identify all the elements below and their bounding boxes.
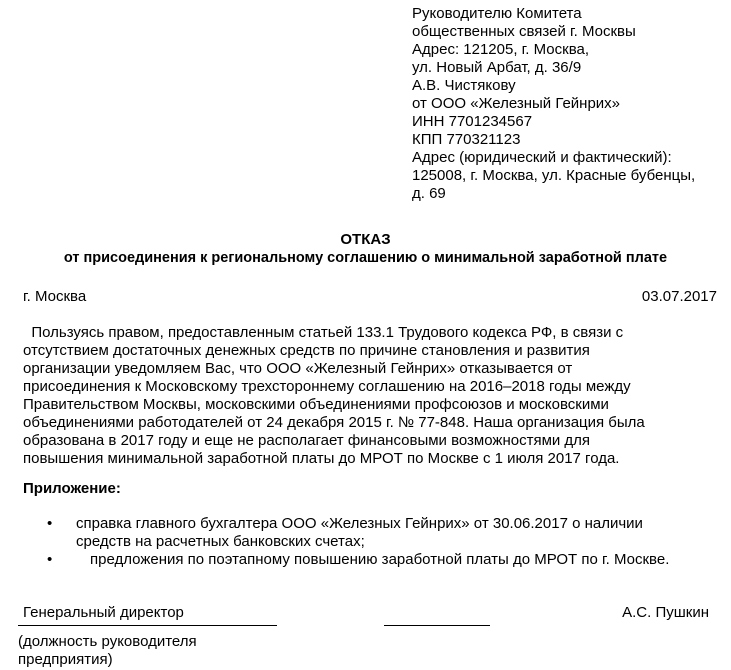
addressee-line: д. 69 — [412, 185, 446, 202]
addressee-line: 125008, г. Москва, ул. Красные бубенцы, — [412, 167, 696, 184]
addressee-line: А.В. Чистякову — [412, 77, 516, 94]
body-line: объединениями работодателей от 24 декабря 2015 г. № 77-848. Наша организация была — [23, 414, 645, 431]
body-line: организации уведомляем Вас, что ООО «Железный Гейнрих» отказывается от — [23, 360, 573, 377]
list-item-line: справка главного бухгалтера ООО «Железных Гейнрих» от 30.06.2017 о наличии — [76, 515, 643, 532]
document-title: ОТКАЗ — [340, 231, 391, 248]
addressee-line: ул. Новый Арбат, д. 36/9 — [412, 59, 582, 76]
list-item — [0, 515, 731, 551]
position-note-line: предприятия) — [18, 651, 113, 668]
addressee-line: ИНН 7701234567 — [412, 113, 533, 130]
signature-underline — [384, 625, 490, 626]
body-paragraph — [23, 324, 713, 468]
addressee-line: общественных связей г. Москвы — [412, 23, 636, 40]
list-item-line: средств на расчетных банковских счетах; — [76, 533, 365, 550]
addressee-line: Адрес: 121205, г. Москва, — [412, 41, 590, 58]
position-note — [18, 633, 197, 669]
body-line: образована в 2017 году и еще не располагает финансовыми возможностями для — [23, 432, 591, 449]
document-date: 03.07.2017 — [641, 288, 717, 305]
appendix-list — [0, 515, 731, 569]
appendix-title: Приложение: — [23, 480, 121, 497]
list-item — [0, 551, 731, 569]
bullet-icon: • — [47, 515, 53, 532]
signer-position: Генеральный директор — [23, 604, 184, 621]
position-underline — [18, 625, 277, 626]
document-subtitle: от присоединения к региональному соглашению о минимальной заработной плате — [63, 250, 668, 266]
addressee-line: Адрес (юридический и фактический): — [412, 149, 672, 166]
addressee-line: от ООО «Железный Гейнрих» — [412, 95, 621, 112]
signer-name: А.С. Пушкин — [622, 604, 709, 621]
body-line: присоединения к Московскому трехстороннему соглашению на 2016–2018 годы между — [23, 378, 631, 395]
body-line: Правительством Москвы, московскими объединениями профсоюзов и московскими — [23, 396, 609, 413]
position-note-line: (должность руководителя — [18, 633, 197, 650]
city: г. Москва — [23, 288, 87, 305]
body-line: Пользуясь правом, предоставленным статьей 133.1 Трудового кодекса РФ, в связи с — [23, 324, 624, 341]
body-line: отсутствием достаточных денежных средств по причине становления и развития — [23, 342, 590, 359]
list-item-line: предложения по поэтапному повышению заработной платы до МРОТ по г. Москве. — [90, 551, 670, 568]
bullet-icon: • — [47, 551, 53, 568]
body-line: повышения минимальной заработной платы до МРОТ по Москве с 1 июля 2017 года. — [23, 450, 620, 467]
addressee-line: Руководителю Комитета — [412, 5, 582, 22]
addressee-block — [412, 5, 727, 203]
addressee-line: КПП 770321123 — [412, 131, 521, 148]
